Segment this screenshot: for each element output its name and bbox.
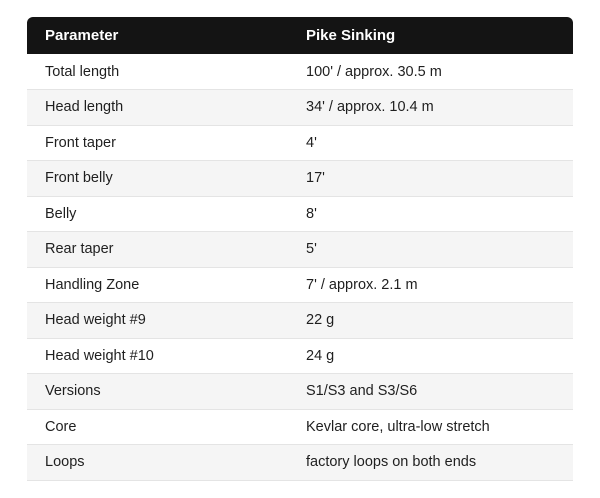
table-row xyxy=(27,303,573,339)
parameter-cell: Head weight #9 xyxy=(45,312,146,329)
header-parameter: Parameter xyxy=(45,27,119,44)
table-row xyxy=(27,232,573,268)
parameter-cell: Handling Zone xyxy=(45,276,140,293)
value-cell: S1/S3 and S3/S6 xyxy=(306,383,418,400)
table-row xyxy=(27,90,573,126)
value-cell: 22 g xyxy=(306,312,335,329)
table-row xyxy=(27,374,573,410)
value-cell: 4' xyxy=(306,134,317,151)
table-row xyxy=(27,125,573,161)
value-cell: 17' xyxy=(306,170,325,187)
value-cell: Kevlar core, ultra-low stretch xyxy=(306,418,490,435)
parameter-cell: Head weight #10 xyxy=(45,347,154,364)
table-row xyxy=(27,54,573,90)
parameter-cell: Total length xyxy=(45,63,120,80)
table-row xyxy=(27,196,573,232)
spec-table-container xyxy=(27,17,573,481)
table-row xyxy=(27,338,573,374)
value-cell: 34' / approx. 10.4 m xyxy=(306,99,434,116)
parameter-cell: Rear taper xyxy=(45,241,114,258)
value-cell: factory loops on both ends xyxy=(306,454,477,471)
value-cell: 5' xyxy=(306,241,317,258)
parameter-cell: Front taper xyxy=(45,134,116,151)
table-row xyxy=(27,267,573,303)
value-cell: 7' / approx. 2.1 m xyxy=(306,276,418,293)
table-row xyxy=(27,445,573,481)
header-pike-sinking: Pike Sinking xyxy=(306,27,396,44)
table-body xyxy=(27,54,573,480)
parameter-cell: Front belly xyxy=(45,170,113,187)
parameter-cell: Core xyxy=(45,418,77,435)
parameter-cell: Loops xyxy=(45,454,85,471)
parameter-cell: Belly xyxy=(45,205,77,222)
parameter-cell: Head length xyxy=(45,99,124,116)
parameter-cell: Versions xyxy=(45,383,101,400)
table-header xyxy=(27,17,573,54)
table-row xyxy=(27,409,573,445)
value-cell: 24 g xyxy=(306,347,335,364)
value-cell: 100' / approx. 30.5 m xyxy=(306,63,442,80)
value-cell: 8' xyxy=(306,205,317,222)
table-row xyxy=(27,161,573,197)
header-row xyxy=(27,17,573,54)
spec-table xyxy=(27,17,573,481)
